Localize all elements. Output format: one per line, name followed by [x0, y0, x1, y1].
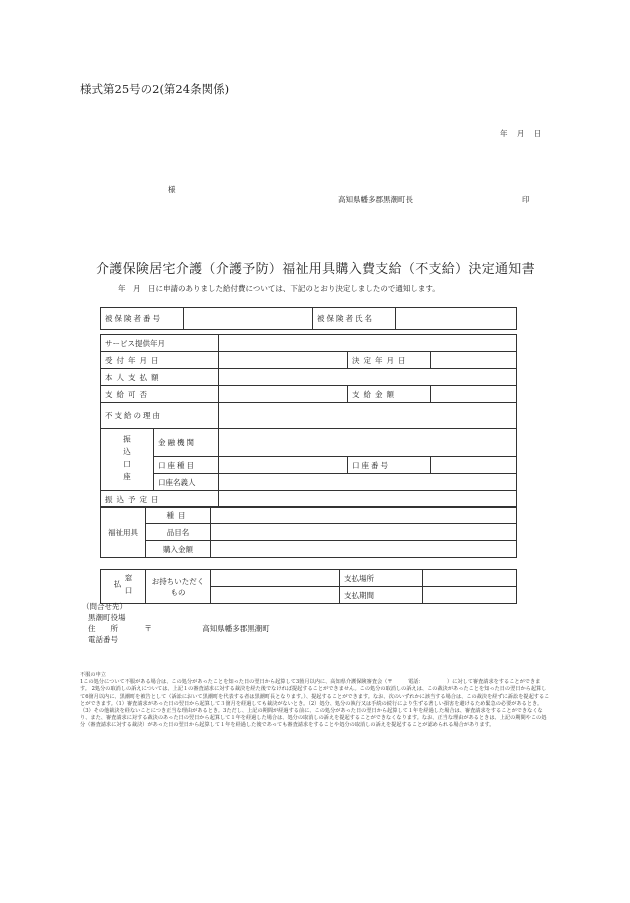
payment-place-field[interactable] — [423, 570, 517, 587]
postal-mark: 〒 — [144, 624, 152, 633]
issue-date-line: 年 月 日 — [500, 129, 542, 138]
appeal-notice — [80, 672, 550, 730]
inquiry-heading: （問合せ先） — [82, 602, 127, 611]
receipt-date-field[interactable] — [219, 352, 348, 369]
transfer-account-label: 振込口座 — [101, 429, 154, 491]
insured-name-label: 被保険者氏名 — [313, 308, 396, 330]
account-holder-field[interactable] — [219, 474, 517, 491]
self-payment-label: 本人支払額 — [101, 369, 219, 386]
transfer-date-label: 振込予定日 — [101, 491, 219, 508]
counter-payment-label: 窓口払 — [101, 570, 146, 604]
service-month-label: サービス提供年月 — [101, 335, 219, 352]
insured-name-field[interactable] — [396, 308, 517, 330]
inquiry-address-row — [82, 623, 270, 634]
document-title: 介護保険居宅介護（介護予防）福祉用具購入費支給（不支給）決定通知書 — [96, 262, 535, 277]
issuer-name: 高知県幡多郡黒潮町長 — [338, 195, 413, 204]
insured-number-field[interactable] — [184, 308, 313, 330]
address-label: 住 所 — [88, 624, 118, 633]
approval-field[interactable] — [219, 386, 348, 403]
account-type-field[interactable] — [219, 457, 348, 474]
payment-period-field[interactable] — [423, 587, 517, 604]
inquiry-address: 高知県幡多郡黒潮町 — [202, 624, 270, 633]
non-payment-reason-field[interactable] — [219, 403, 517, 429]
seal-mark: 印 — [522, 195, 530, 204]
approval-label: 支給可否 — [101, 386, 219, 403]
recipient-honorific: 様 — [168, 185, 176, 194]
non-payment-reason-label: 不支給の理由 — [101, 403, 219, 429]
payment-amount-label: 支給金額 — [348, 386, 431, 403]
inquiry-block — [82, 601, 270, 645]
account-number-field[interactable] — [431, 457, 517, 474]
type-field[interactable] — [211, 507, 517, 524]
bank-label: 金融機関 — [154, 429, 219, 457]
bring-items-label: お持ちいただくもの — [146, 570, 211, 604]
insured-table — [100, 307, 517, 330]
purchase-amount-label: 購入金額 — [146, 541, 211, 558]
decision-date-label: 決定年月日 — [348, 352, 431, 369]
account-type-label: 口座種目 — [154, 457, 219, 474]
notice-body: 1この処分について不服がある場合は、この処分があったことを知った日の翌日から起算して3箇月以内に、高知県介護保険審査会（〒 電話： ）に対して審査請求をすることができます。 2処分の取消しの訴えについては、上記１の審査請求に対する裁決を経た後でなければ提起することができません。この処分の取消しの訴えは、この裁決があったことを知った日の翌日から起算して6箇月以内に、黒潮町を被告として（訴訟において黒潮町を代表する者は黒潮町長となります。）、提起することができます。なお、次のいずれかに該当する場合は、この裁決を経ずに訴訟を提起することができます。（1）審査請求があった日の翌日から起算して３箇月を経過しても裁決がないとき。（2）処分、処分の執行又は手続の続行により生ずる著しい損害を避けるため緊急の必要があるとき。（3）その他裁決を経ないことにつき正当な理由があるとき。3ただし、上記の期間が経過する前に、この処分があった日の翌日から起算して１年を経過した場合は、審査請求をすることができなくなり、また、審査請求に対する裁決のあった日の翌日から起算して１年を経過した場合は、処分の取消しの訴えを提起することができなくなります。なお、正当な理由があるときは、上記の期間やこの処分（審査請求に対する裁決）があった日の翌日から起算して１年を経過した後であっても審査請求をすることや処分の取消しの訴えを提起することが認められる場合があります。 — [80, 679, 550, 729]
inquiry-office: 黒潮町役場 — [88, 613, 126, 622]
insured-number-label: 被保険者番号 — [101, 308, 184, 330]
welfare-equipment-label: 福祉用具 — [101, 507, 146, 558]
notice-heading: 不服の申立 — [80, 672, 106, 678]
payment-period-label: 支払期間 — [340, 587, 423, 604]
form-number: 様式第25号の2(第24条関係) — [80, 82, 230, 96]
transfer-date-field[interactable] — [219, 491, 517, 508]
receipt-date-label: 受付年月日 — [101, 352, 219, 369]
type-label: 種目 — [146, 507, 211, 524]
product-name-field[interactable] — [211, 524, 517, 541]
decision-table — [100, 334, 517, 508]
table-spacer — [101, 558, 517, 570]
bank-field[interactable] — [219, 429, 517, 457]
self-payment-field[interactable] — [219, 369, 517, 386]
payment-place-label: 支払場所 — [340, 570, 423, 587]
phone-label: 電話番号 — [88, 635, 118, 644]
account-number-label: 口座番号 — [348, 457, 431, 474]
payment-amount-field[interactable] — [431, 386, 517, 403]
decision-date-field[interactable] — [431, 352, 517, 369]
bring-items-field[interactable] — [211, 570, 340, 587]
equipment-table — [100, 506, 517, 604]
service-month-field[interactable] — [219, 335, 517, 352]
intro-text: 年 月 日に申請のありました給付費については、下記のとおり決定しましたので通知します。 — [118, 284, 440, 293]
purchase-amount-field[interactable] — [211, 541, 517, 558]
product-name-label: 品目名 — [146, 524, 211, 541]
account-holder-label: 口座名義人 — [154, 474, 219, 491]
